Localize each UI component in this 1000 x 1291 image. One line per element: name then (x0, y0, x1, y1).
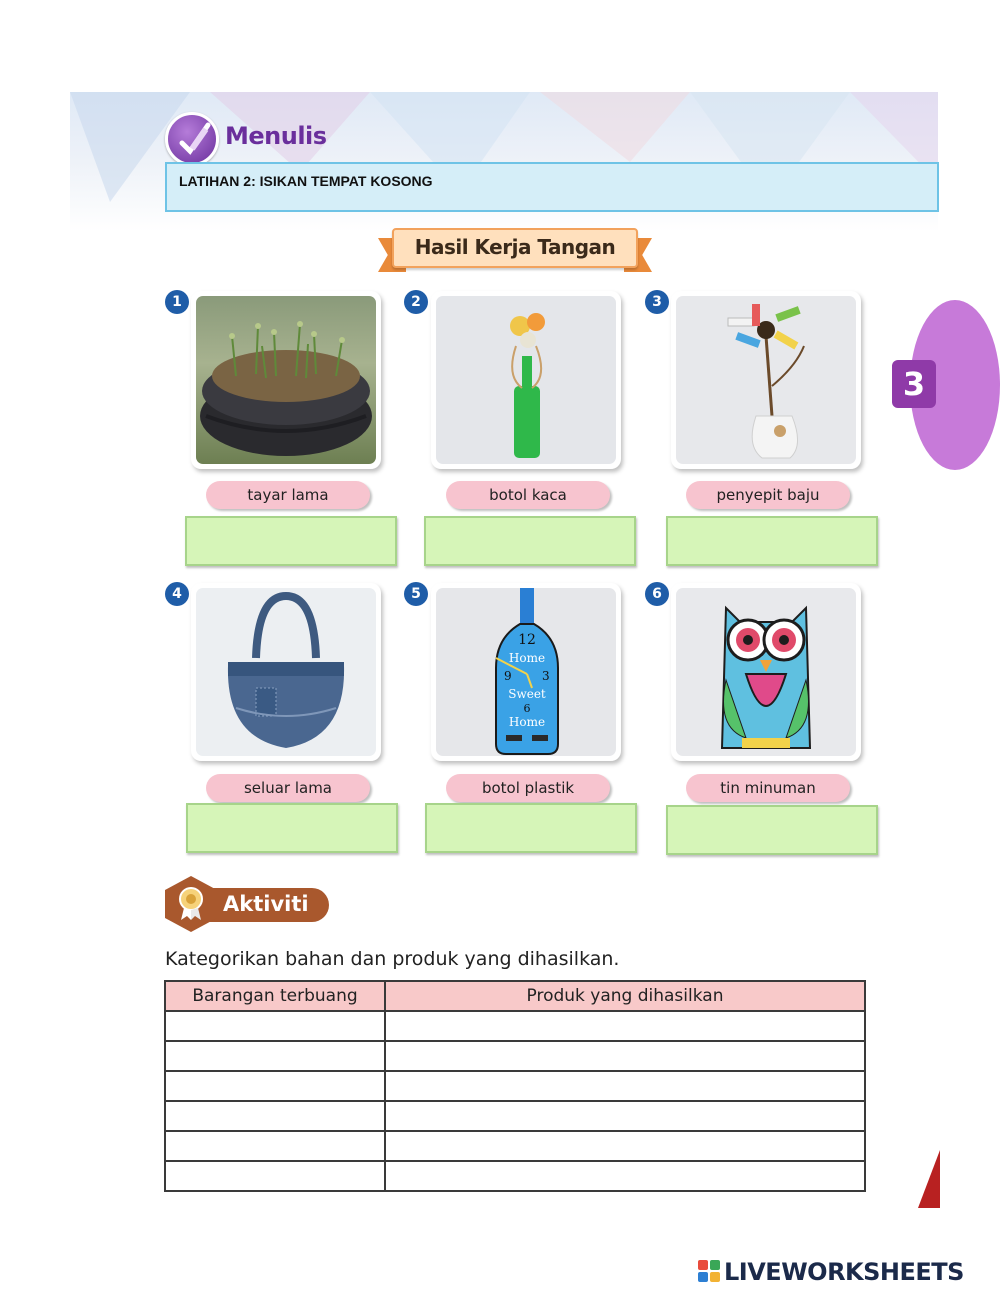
photo-denim-bag (191, 583, 381, 761)
item-number: 4 (165, 582, 189, 606)
table-row (165, 1071, 865, 1101)
photo-plastic-bottle-clock (431, 583, 621, 761)
item-number: 6 (645, 582, 669, 606)
chapter-tab (892, 300, 952, 470)
answer-field-1[interactable] (185, 516, 397, 566)
table-row (165, 1101, 865, 1131)
section-title: Menulis (225, 122, 327, 150)
item-number: 2 (404, 290, 428, 314)
instruction-box (165, 162, 939, 212)
answer-field-2[interactable] (424, 516, 636, 566)
activity-title: Aktiviti (223, 892, 309, 916)
item-label: tayar lama (206, 481, 370, 509)
table-header: Barangan terbuang (165, 981, 385, 1011)
answer-field-6[interactable] (666, 805, 878, 855)
answer-field-5[interactable] (425, 803, 637, 853)
award-ribbon-icon (165, 876, 217, 932)
footer-brand: LIVEWORKSHEETS (724, 1258, 964, 1286)
clock-three: 3 (542, 669, 550, 683)
pen-icon (165, 112, 219, 166)
title-ribbon (378, 228, 652, 274)
item-label: penyepit baju (686, 481, 850, 509)
photo-clothespin-flower (671, 291, 861, 469)
clock-twelve: 12 (518, 632, 536, 648)
table-row (165, 1161, 865, 1191)
clock-sweet: Sweet (508, 687, 546, 701)
item-number: 1 (165, 290, 189, 314)
item-label: botol kaca (446, 481, 610, 509)
item-label: tin minuman (686, 774, 850, 802)
answer-field-3[interactable] (666, 516, 878, 566)
activity-instruction: Kategorikan bahan dan produk yang dihasilkan. (165, 948, 620, 970)
instruction-text: LATIHAN 2: ISIKAN TEMPAT KOSONG (179, 173, 433, 189)
table-row (165, 1011, 865, 1041)
section-header (165, 112, 355, 162)
table-header: Produk yang dihasilkan (385, 981, 865, 1011)
photo-tin-owl (671, 583, 861, 761)
clock-nine: 9 (504, 669, 512, 683)
chapter-number: 3 (892, 360, 936, 408)
ribbon-title: Hasil Kerja Tangan (414, 235, 616, 259)
item-number: 3 (645, 290, 669, 314)
answer-field-4[interactable] (186, 803, 398, 853)
clock-six: 6 (523, 702, 531, 715)
item-label: seluar lama (206, 774, 370, 802)
liveworksheets-logo-icon (698, 1260, 720, 1282)
table-row (165, 1131, 865, 1161)
category-table (164, 980, 866, 1192)
table-row (165, 1041, 865, 1071)
clock-home-2: Home (508, 715, 546, 729)
item-number: 5 (404, 582, 428, 606)
activity-badge (165, 876, 330, 932)
photo-glass-bottle-vase (431, 291, 621, 469)
clock-home: Home (508, 651, 546, 665)
item-label: botol plastik (446, 774, 610, 802)
photo-tyre-planter (191, 291, 381, 469)
